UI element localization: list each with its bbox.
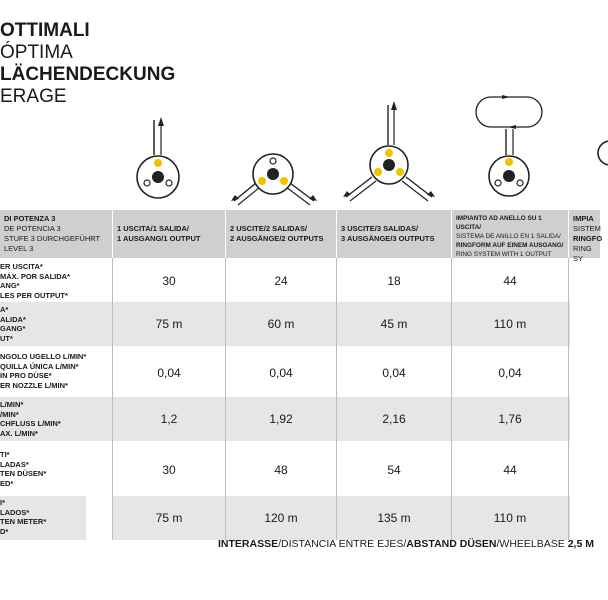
table-cell: 135 m [377,511,411,525]
row-label-line: NGOLO UGELLO L/MIN* [0,352,87,361]
row-label-line: LADAS* [0,459,29,469]
table-cell: 48 [274,463,288,477]
table-cell: 75 m [155,511,183,525]
table-cell: 120 m [264,511,298,525]
diagram-1-output-icon [128,95,228,205]
row-label-line: IN PRO DÜSE* [0,371,52,380]
header-col-5-line: SISTEM [573,224,601,233]
row-label [0,352,86,390]
header-col-1 [113,210,225,258]
header-col-1-line: 1 USCITA/1 SALIDA/ [117,224,189,233]
table-cell: 1,76 [498,412,522,426]
row-label-line: TEN METER* [0,517,47,526]
header-col-4-line: SISTEMA DE ANILLO EN 1 SALIDA/ [456,233,561,240]
table-cell: 1,2 [160,412,178,426]
footer-part: INTERASSE [218,538,279,550]
title-line-1: OTTIMALI [0,20,90,41]
row-label-line: ANG* [0,281,20,290]
header-col-3-line: 3 AUSGÄNGE/3 OUTPUTS [341,234,435,243]
header-label-line: DE POTENCIA 3 [4,224,61,233]
row-label-line: ALIDA* [0,314,26,324]
table-cell: 30 [162,274,176,288]
table-cell: 24 [274,274,288,288]
table-cell: 0,04 [498,366,522,380]
row-label [0,498,86,536]
title-line-4: ERAGE [0,86,67,107]
row-label-line: AX. L/MIN* [0,428,38,438]
row-label-line: ED* [0,478,14,488]
header-col-2-line: 2 AUSGÄNGE/2 OUTPUTS [230,234,324,243]
diagram-2-outputs-icon [228,95,328,205]
footer-part: /WHEELBASE [496,538,568,550]
table-cell: 75 m [155,317,183,331]
row-label-line: D* [0,526,9,536]
row-label [0,400,86,438]
row-label-line: CHFLUSS L/MIN* [0,419,61,428]
footer-part: ABSTAND DÜSEN [406,538,497,550]
diagram-ring-system-icon [458,95,558,205]
header-col-5-line: IMPIA [573,214,594,223]
wheelbase-footer [218,538,594,550]
table-cell: 110 m [493,317,527,331]
row-label-line: MÁX. POR SALIDA* [0,271,71,281]
header-label-line: DI POTENZA 3 [4,214,56,223]
row-label-line: GANG* [0,324,26,333]
table-cell: 2,16 [382,412,406,426]
row-label-line: UT* [0,333,13,343]
header-label-line: LEVEL 3 [4,244,34,253]
header-col-4-line: RING SYSTEM WITH 1 OUTPUT [456,251,552,258]
header-col-3 [337,210,451,258]
header-col-4-line: IMPIANTO AD ANELLO SU 1 USCITA/ [456,215,542,231]
header-col-4-line: RINGFORM AUF EINEM AUSGANG/ [456,242,564,249]
table-cell: 110 m [493,511,527,525]
row-label-line: ER USCITA* [0,262,43,271]
row-label [0,305,86,343]
table-cell: 0,04 [269,366,293,380]
header-col-1-line: 1 AUSGANG/1 OUTPUT [117,234,201,243]
title-line-2: ÓPTIMA [0,42,73,63]
row-label-line: I* [0,498,6,507]
table-cell: 1,92 [269,412,293,426]
table-cell: 18 [387,274,401,288]
row-label-line: TEN DÜSEN* [0,469,47,478]
title-line-3: LÄCHENDECKUNG [0,64,176,85]
row-label-line: LES PER OUTPUT* [0,290,68,300]
row-label-line: LADOS* [0,507,30,517]
row-label-line: L/MIN* [0,400,24,409]
footer-part: 2,5 M [567,538,594,550]
diagram-3-outputs-icon [338,95,438,205]
table-cell: 54 [387,463,401,477]
diagram-partial-icon [588,95,608,205]
header-label-cell [0,210,112,258]
table-cell: 45 m [380,317,408,331]
column-divider [568,258,569,540]
table-cell: 44 [503,463,517,477]
header-col-3-line: 3 USCITE/3 SALIDAS/ [341,224,419,233]
table-cell: 0,04 [382,366,406,380]
table-cell: 30 [162,463,176,477]
row-label-line: /MIN* [0,409,19,419]
footer-part: /DISTANCIA ENTRE EJES/ [278,538,407,550]
header-col-5-line: RINGFO [573,234,603,243]
header-col-5-line: RING SY [573,244,592,263]
header-col-5 [569,210,603,263]
table-cell: 60 m [267,317,295,331]
header-col-2-line: 2 USCITE/2 SALIDAS/ [230,224,308,233]
header-col-4 [452,210,568,258]
table-cell: 44 [503,274,517,288]
row-label-line: A* [0,305,9,314]
row-label-line: QUILLA ÚNICA L/MIN* [0,361,79,371]
row-label [0,262,86,300]
table-cell: 0,04 [157,366,181,380]
row-label [0,450,86,488]
row-label-line: ER NOZZLE L/MIN* [0,380,68,390]
header-col-2 [226,210,336,258]
header-label-line: STUFE 3 DURCHGEFÜHRT [4,234,101,243]
row-label-line: TI* [0,450,10,459]
